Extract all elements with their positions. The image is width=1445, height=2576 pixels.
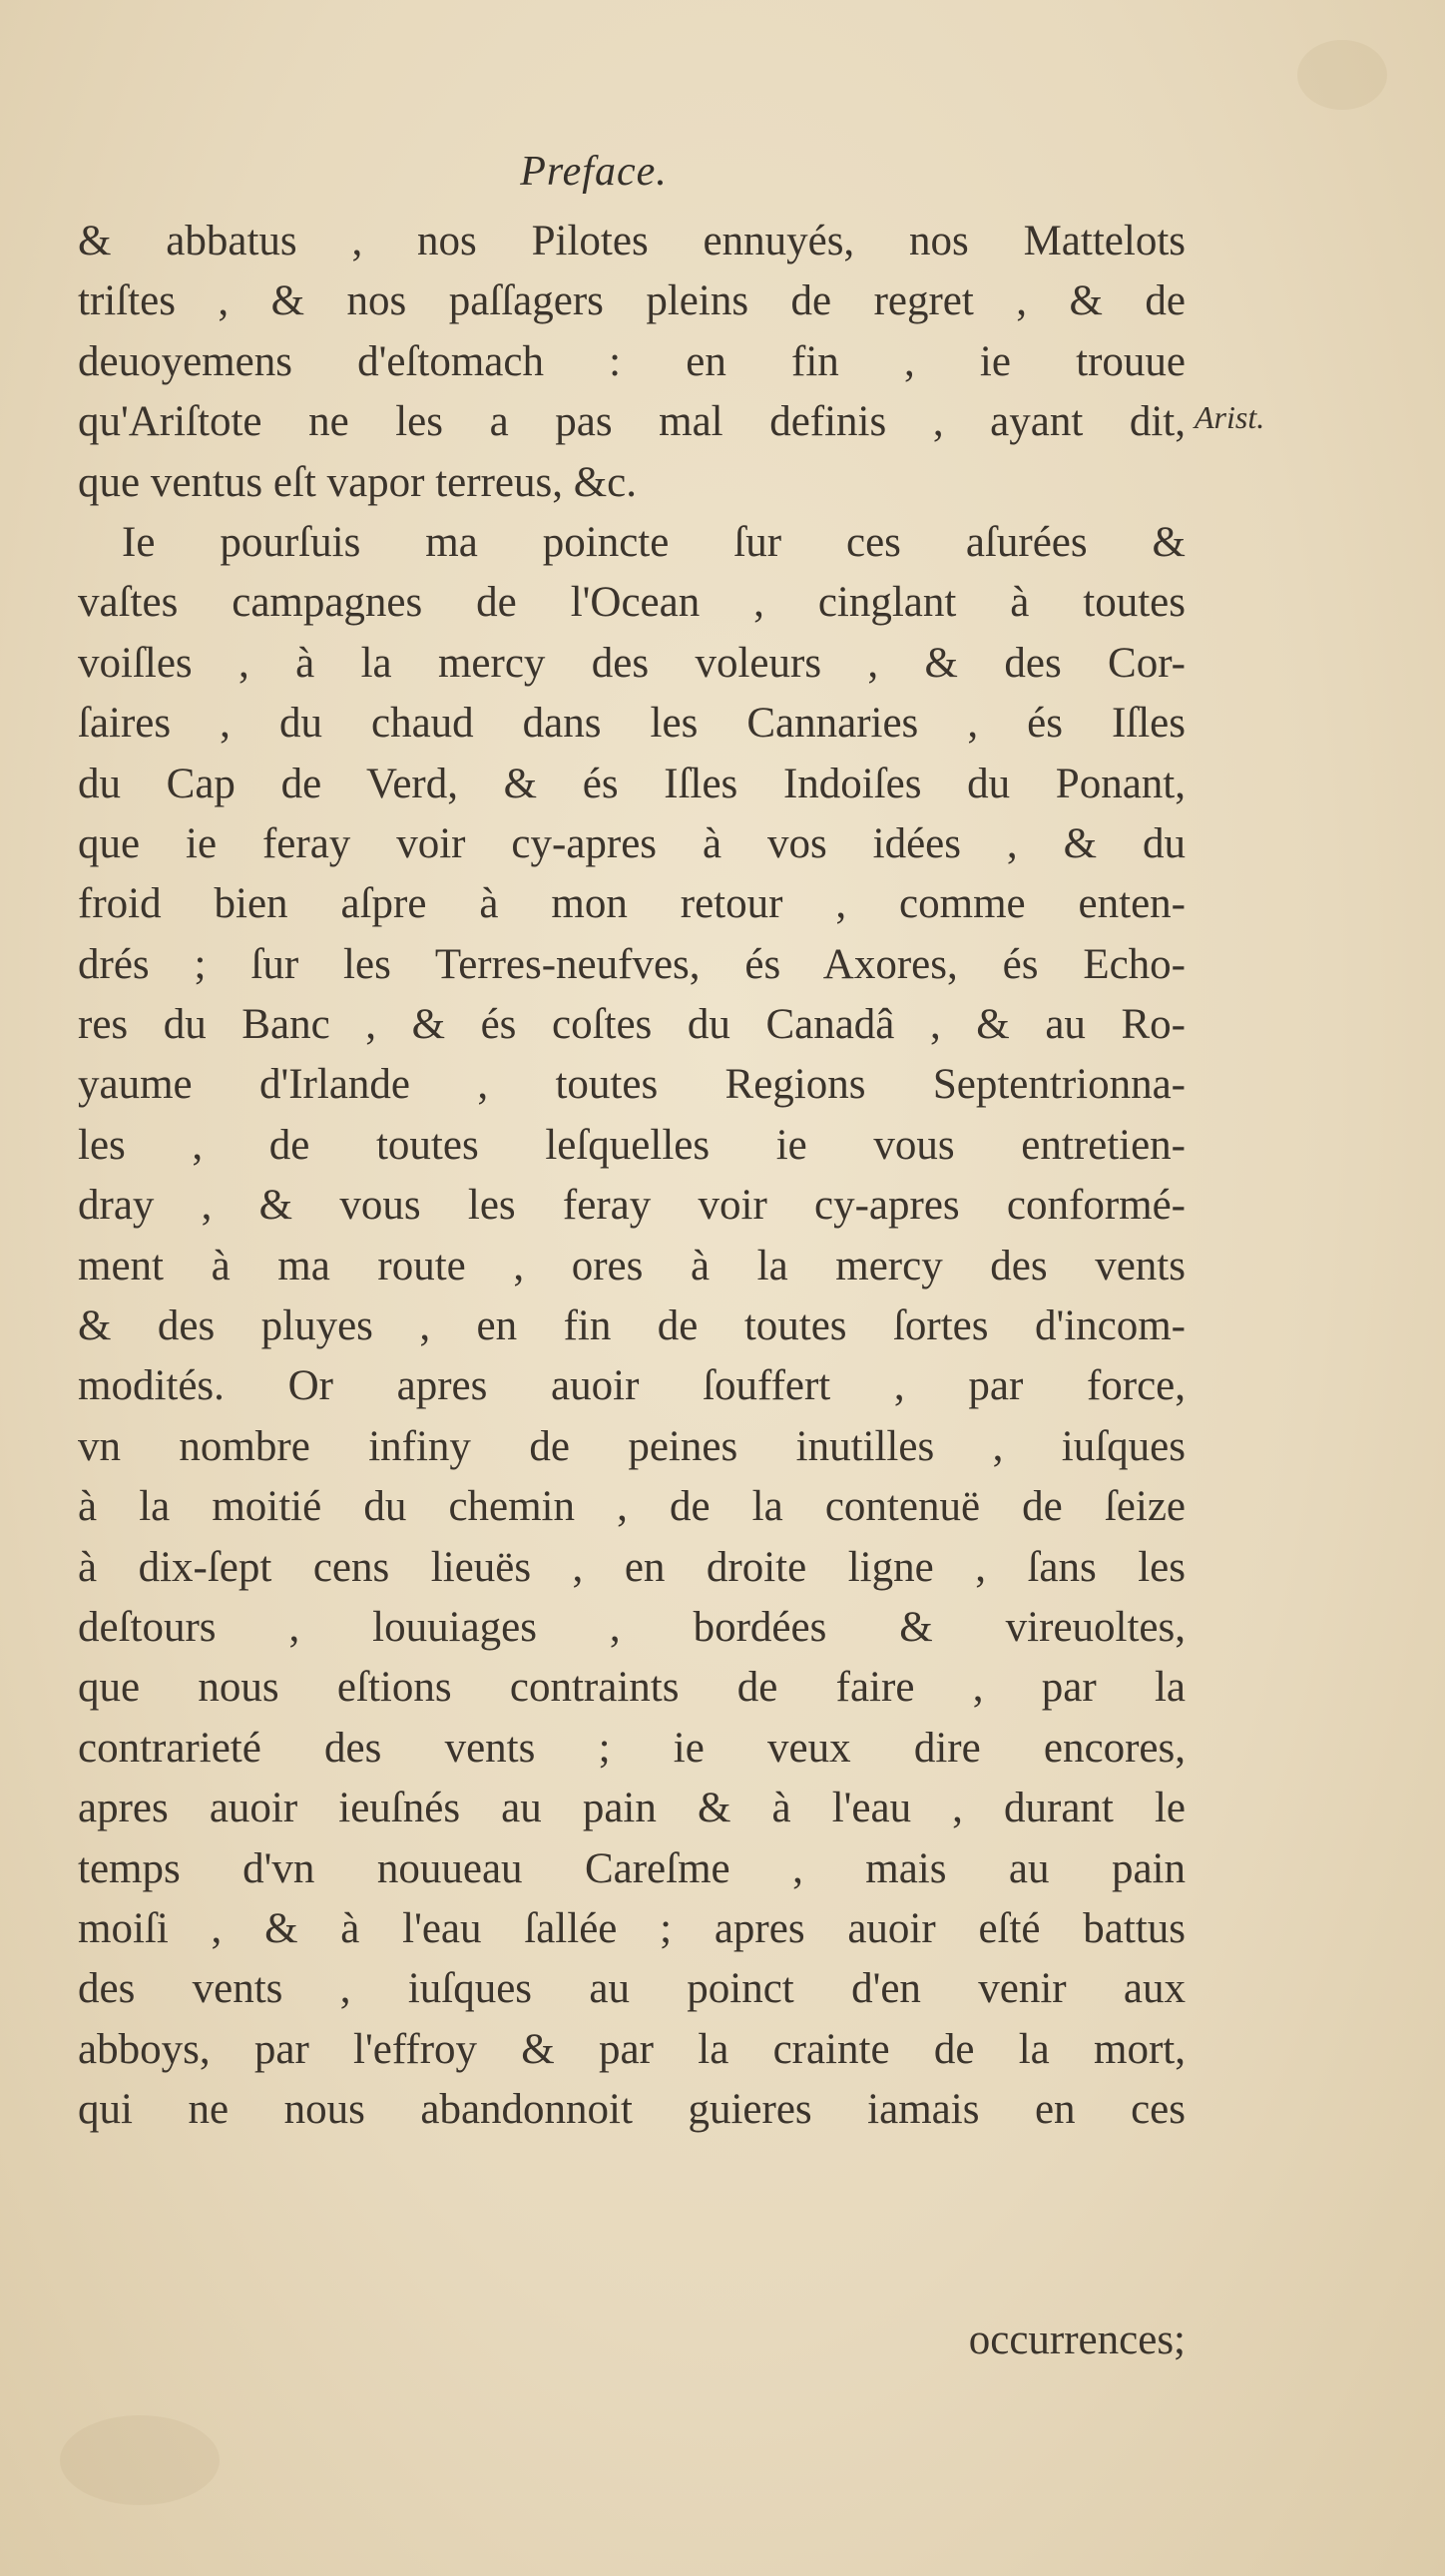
text-line: & abbatus , nos Pilotes ennuyés, nos Mattelots	[78, 218, 1186, 264]
text-line: res du Banc , & és coſtes du Canadâ , & au Ro-	[78, 1001, 1186, 1049]
text-line: froid bien aſpre à mon retour , comme enten-	[78, 880, 1186, 928]
body-text	[78, 212, 1186, 2141]
text-line: qui ne nous abandonnoit guieres iamais en ces	[78, 2086, 1186, 2134]
paper-stain	[60, 2415, 220, 2505]
text-line: apres auoir ieuſnés au pain & à l'eau , durant le	[78, 1785, 1186, 1832]
text-line: ſaires , du chaud dans les Cannaries , és Iſles	[78, 700, 1186, 748]
text-line: vaſtes campagnes de l'Ocean , cinglant à toutes	[78, 579, 1186, 627]
text-line: que nous eſtions contraints de faire , par la	[78, 1664, 1186, 1712]
text-line: à dix-ſept cens lieuës , en droite ligne , ſans les	[78, 1543, 1186, 1591]
text-line: modités. Or apres auoir ſouffert , par force,	[78, 1362, 1186, 1410]
text-line: drés ; ſur les Terres-neufves, és Axores, és Echo-	[78, 940, 1186, 988]
text-line: ment à ma route , ores à la mercy des vents	[78, 1242, 1186, 1289]
text-line: & des pluyes , en fin de toutes ſortes d'incom-	[78, 1302, 1186, 1350]
text-line: qu'Ariſtote ne les a pas mal definis , ayant dit,	[78, 398, 1186, 446]
text-line: abboys, par l'effroy & par la crainte de la mort,	[78, 2025, 1186, 2073]
text-line: moiſi , & à l'eau ſallée ; apres auoir eſté battus	[78, 1904, 1186, 1952]
text-line: deuoyemens d'eſtomach : en fin , ie trouue	[78, 337, 1186, 385]
text-line: vn nombre infiny de peines inutilles , iuſques	[78, 1422, 1186, 1470]
margin-note: Arist.	[1195, 399, 1265, 435]
catchword: occurrences;	[968, 2317, 1186, 2363]
paper-stain	[1297, 40, 1387, 110]
text-line: à la moitié du chemin , de la contenuë de ſeize	[78, 1483, 1186, 1531]
text-line: que ventus eſt vapor terreus, &c.	[78, 458, 638, 506]
text-line: voiſles , à la mercy des voleurs , & des Cor-	[78, 639, 1186, 687]
text-line: dray , & vous les feray voir cy-apres conformé-	[78, 1182, 1186, 1230]
text-line: yaume d'Irlande , toutes Regions Septentrionna-	[78, 1061, 1186, 1109]
text-line: deſtours , louuiages , bordées & vireuoltes,	[78, 1603, 1186, 1651]
text-line: Ie pourſuis ma poincte ſur ces aſurées &	[122, 518, 1186, 566]
text-line: des vents , iuſques au poinct d'en venir aux	[78, 1965, 1186, 2013]
text-line: temps d'vn nouueau Careſme , mais au pain	[78, 1844, 1186, 1892]
text-line: contrarieté des vents ; ie veux dire encores,	[78, 1724, 1186, 1772]
text-line: triſtes , & nos paſſagers pleins de regret , & de	[78, 277, 1186, 325]
text-line: les , de toutes leſquelles ie vous entretien-	[78, 1121, 1186, 1169]
text-line: du Cap de Verd, & és Iſles Indoiſes du Ponant,	[78, 760, 1186, 807]
running-header: Preface.	[520, 149, 668, 195]
text-line: que ie feray voir cy-apres à vos idées , & du	[78, 819, 1186, 867]
